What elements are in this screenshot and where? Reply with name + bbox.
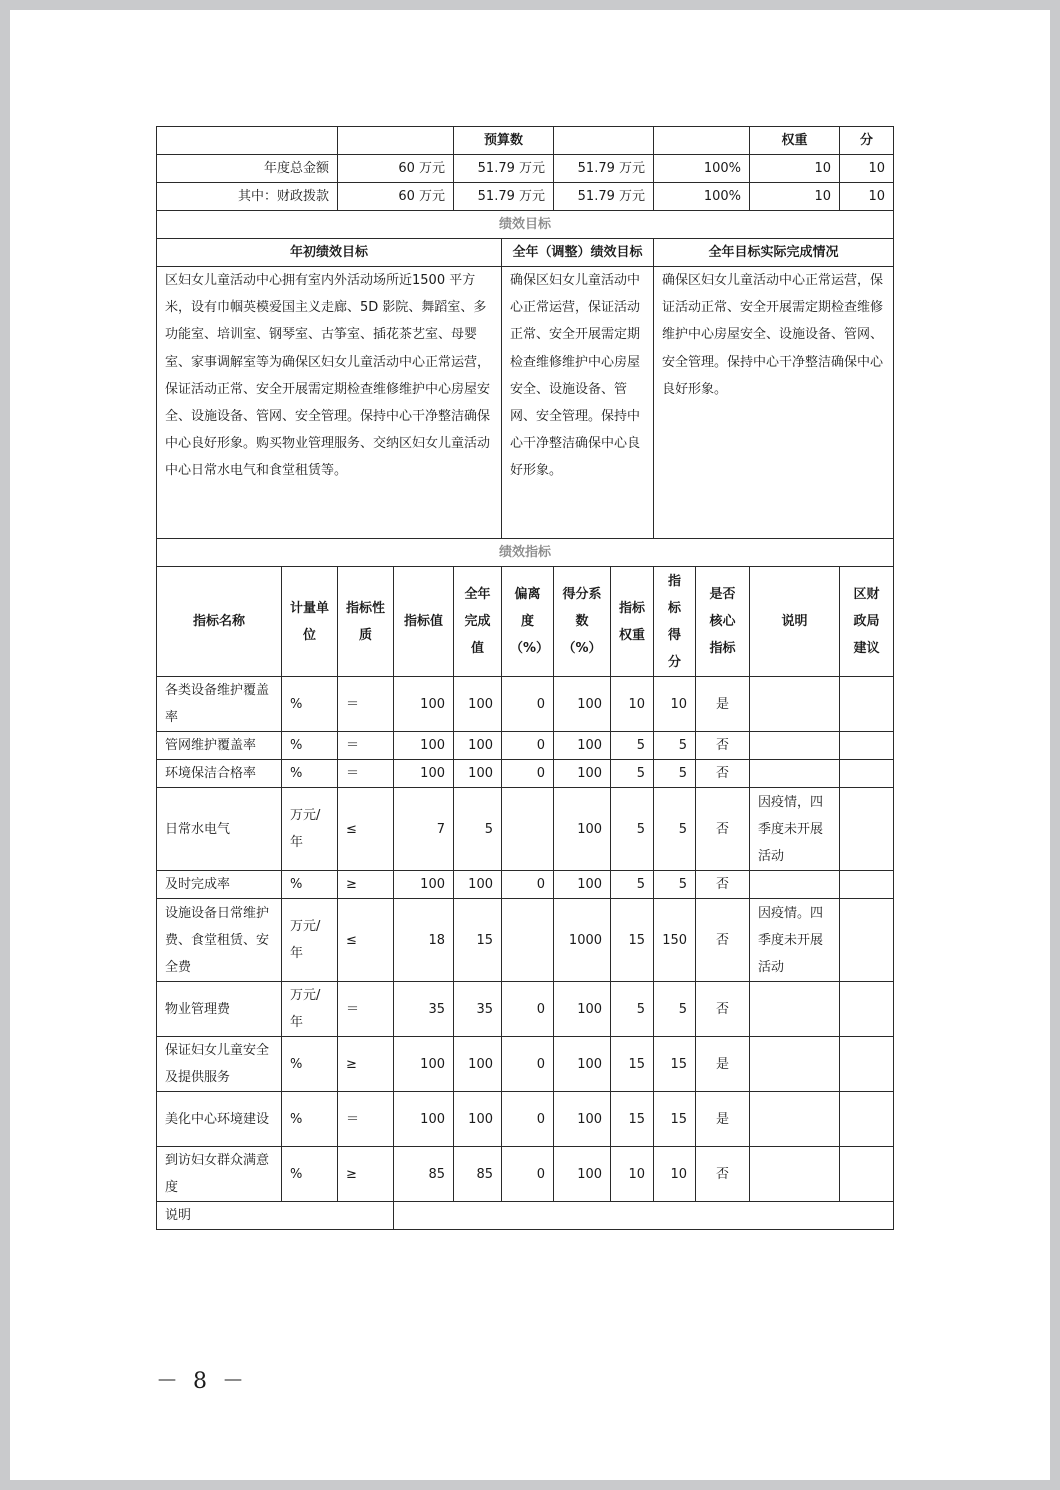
budget-weight: 10 [750, 155, 840, 183]
indicator-note [750, 760, 840, 788]
header-score: 指标得分 [654, 567, 696, 677]
indicator-core: 是 [696, 677, 750, 732]
indicator-weight: 10 [611, 1147, 654, 1202]
indicator-target: 7 [394, 788, 454, 871]
goals-col-adjusted: 全年（调整）绩效目标 [502, 239, 654, 267]
budget-score: 10 [840, 155, 894, 183]
budget-header-score: 分 [840, 127, 894, 155]
indicator-row [157, 982, 894, 1037]
indicators-section-title: 绩效指标 [157, 539, 894, 567]
indicator-deviation: 0 [502, 1092, 554, 1147]
indicator-score: 5 [654, 871, 696, 899]
budget-header-budget: 预算数 [454, 127, 554, 155]
budget-row [157, 155, 894, 183]
indicator-note [750, 1092, 840, 1147]
indicator-coefficient: 100 [554, 677, 611, 732]
indicator-weight: 5 [611, 871, 654, 899]
header-deviation: 偏离度（%） [502, 567, 554, 677]
indicator-weight: 5 [611, 760, 654, 788]
budget-value-2: 51.79 万元 [454, 155, 554, 183]
indicator-advice [840, 788, 894, 871]
indicator-row [157, 871, 894, 899]
indicator-note [750, 871, 840, 899]
budget-header-blank [157, 127, 338, 155]
indicator-deviation: 0 [502, 677, 554, 732]
indicator-row [157, 1092, 894, 1147]
indicator-row [157, 1147, 894, 1202]
indicator-coefficient: 100 [554, 1092, 611, 1147]
indicator-deviation [502, 899, 554, 982]
budget-header-blank-2 [338, 127, 454, 155]
indicator-name: 管网维护覆盖率 [157, 732, 282, 760]
budget-value-1: 60 万元 [338, 183, 454, 211]
indicator-deviation: 0 [502, 1147, 554, 1202]
indicator-actual: 100 [454, 871, 502, 899]
indicators-body [157, 677, 894, 1202]
indicator-actual: 100 [454, 732, 502, 760]
indicator-coefficient: 100 [554, 871, 611, 899]
indicator-note: 因疫情，四季度未开展活动 [750, 788, 840, 871]
header-actual: 全年完成值 [454, 567, 502, 677]
indicator-nature: ＝ [338, 677, 394, 732]
indicator-deviation: 0 [502, 732, 554, 760]
indicator-note: 因疫情。四季度未开展活动 [750, 899, 840, 982]
indicator-row [157, 899, 894, 982]
goals-content-row [157, 267, 894, 539]
budget-value-2: 51.79 万元 [454, 183, 554, 211]
budget-value-3: 51.79 万元 [554, 155, 654, 183]
indicator-score: 15 [654, 1092, 696, 1147]
indicator-advice [840, 1092, 894, 1147]
indicator-target: 35 [394, 982, 454, 1037]
indicator-nature: ＝ [338, 1092, 394, 1147]
indicator-deviation [502, 788, 554, 871]
page-number: － 8 － [156, 1369, 248, 1394]
indicator-deviation: 0 [502, 871, 554, 899]
indicator-target: 100 [394, 732, 454, 760]
indicator-score: 10 [654, 1147, 696, 1202]
budget-header-blank-3 [554, 127, 654, 155]
indicator-nature: ＝ [338, 732, 394, 760]
indicator-weight: 5 [611, 788, 654, 871]
indicator-score: 10 [654, 677, 696, 732]
indicator-core: 否 [696, 1147, 750, 1202]
indicator-coefficient: 100 [554, 982, 611, 1037]
goals-section-title: 绩效目标 [157, 211, 894, 239]
indicator-deviation: 0 [502, 760, 554, 788]
indicator-score: 15 [654, 1037, 696, 1092]
indicator-core: 否 [696, 899, 750, 982]
indicator-advice [840, 677, 894, 732]
indicator-advice [840, 871, 894, 899]
indicator-actual: 100 [454, 1092, 502, 1147]
indicator-unit: % [282, 871, 338, 899]
indicator-note [750, 982, 840, 1037]
performance-table [156, 126, 894, 1230]
indicator-name: 物业管理费 [157, 982, 282, 1037]
indicator-coefficient: 100 [554, 760, 611, 788]
indicator-advice [840, 982, 894, 1037]
indicator-nature: ≥ [338, 1037, 394, 1092]
budget-value-3: 51.79 万元 [554, 183, 654, 211]
indicators-section-row [157, 539, 894, 567]
indicator-actual: 100 [454, 1037, 502, 1092]
header-note: 说明 [750, 567, 840, 677]
indicator-advice [840, 899, 894, 982]
indicator-actual: 100 [454, 760, 502, 788]
indicator-core: 否 [696, 732, 750, 760]
goals-header-row [157, 239, 894, 267]
indicator-core: 否 [696, 982, 750, 1037]
header-nature: 指标性质 [338, 567, 394, 677]
indicator-advice [840, 732, 894, 760]
goals-actual-text: 确保区妇女儿童活动中心正常运营，保证活动正常、安全开展需定期检查维修维护中心房屋安全、设施设备、管网、安全管理。保持中心干净整洁确保中心良好形象。 [654, 267, 894, 539]
budget-score: 10 [840, 183, 894, 211]
indicator-coefficient: 1000 [554, 899, 611, 982]
indicator-advice [840, 760, 894, 788]
indicator-advice [840, 1037, 894, 1092]
indicator-coefficient: 100 [554, 1037, 611, 1092]
indicator-unit: % [282, 677, 338, 732]
indicator-note [750, 677, 840, 732]
indicator-target: 100 [394, 760, 454, 788]
budget-label: 其中：财政拨款 [157, 183, 338, 211]
budget-value-1: 60 万元 [338, 155, 454, 183]
header-weight: 指标权重 [611, 567, 654, 677]
header-indicator-name: 指标名称 [157, 567, 282, 677]
indicator-score: 5 [654, 788, 696, 871]
footer-row [157, 1202, 894, 1230]
indicators-header-row [157, 567, 894, 677]
indicator-unit: % [282, 732, 338, 760]
indicator-advice [840, 1147, 894, 1202]
indicator-name: 到访妇女群众满意度 [157, 1147, 282, 1202]
indicator-target: 100 [394, 1037, 454, 1092]
indicator-nature: ≥ [338, 1147, 394, 1202]
indicator-unit: % [282, 1147, 338, 1202]
indicator-name: 保证妇女儿童安全及提供服务 [157, 1037, 282, 1092]
indicator-row [157, 788, 894, 871]
indicator-nature: ＝ [338, 760, 394, 788]
indicator-coefficient: 100 [554, 732, 611, 760]
indicator-actual: 5 [454, 788, 502, 871]
indicator-nature: ＝ [338, 982, 394, 1037]
indicator-target: 100 [394, 871, 454, 899]
header-unit: 计量单位 [282, 567, 338, 677]
goals-col-actual: 全年目标实际完成情况 [654, 239, 894, 267]
indicator-score: 5 [654, 760, 696, 788]
indicator-row [157, 1037, 894, 1092]
header-core: 是否核心指标 [696, 567, 750, 677]
indicator-score: 5 [654, 982, 696, 1037]
indicator-name: 日常水电气 [157, 788, 282, 871]
indicator-name: 及时完成率 [157, 871, 282, 899]
indicator-core: 否 [696, 871, 750, 899]
goals-initial-text: 区妇女儿童活动中心拥有室内外活动场所近1500 平方米，设有巾帼英模爱国主义走廊、5D 影院、舞蹈室、多功能室、培训室、钢琴室、古筝室、插花茶艺室、母婴室、家事调解室等为确保区妇女儿童活动中心正常运营，保证活动正常、安全开展需定期检查维修维护中心房屋安全、设施设备、管网、安全管理。保持中心干净整洁确保中心良好形象。购买物业管理服务、交纳区妇女儿童活动中心日常水电气和食堂租赁等。 [157, 267, 502, 539]
indicator-weight: 15 [611, 1092, 654, 1147]
footer-label: 说明 [157, 1202, 394, 1230]
goals-col-initial: 年初绩效目标 [157, 239, 502, 267]
indicator-note [750, 1147, 840, 1202]
header-advice: 区财政局建议 [840, 567, 894, 677]
indicator-weight: 15 [611, 899, 654, 982]
indicator-row [157, 732, 894, 760]
indicator-deviation: 0 [502, 982, 554, 1037]
indicator-row [157, 760, 894, 788]
indicator-name: 设施设备日常维护费、食堂租赁、安全费 [157, 899, 282, 982]
indicator-unit: 万元/年 [282, 899, 338, 982]
header-coefficient: 得分系数（%） [554, 567, 611, 677]
indicator-unit: % [282, 760, 338, 788]
indicator-core: 是 [696, 1092, 750, 1147]
budget-rate: 100% [654, 155, 750, 183]
indicator-deviation: 0 [502, 1037, 554, 1092]
indicator-note [750, 1037, 840, 1092]
budget-weight: 10 [750, 183, 840, 211]
indicator-actual: 85 [454, 1147, 502, 1202]
indicator-nature: ≤ [338, 899, 394, 982]
budget-rate: 100% [654, 183, 750, 211]
indicator-name: 美化中心环境建设 [157, 1092, 282, 1147]
indicator-note [750, 732, 840, 760]
indicator-unit: % [282, 1037, 338, 1092]
indicator-target: 100 [394, 1092, 454, 1147]
budget-header-row [157, 127, 894, 155]
header-target: 指标值 [394, 567, 454, 677]
indicator-actual: 100 [454, 677, 502, 732]
indicator-unit: 万元/年 [282, 788, 338, 871]
indicator-actual: 15 [454, 899, 502, 982]
budget-row [157, 183, 894, 211]
indicator-score: 150 [654, 899, 696, 982]
indicator-target: 85 [394, 1147, 454, 1202]
indicator-weight: 5 [611, 982, 654, 1037]
indicator-target: 100 [394, 677, 454, 732]
indicator-weight: 10 [611, 677, 654, 732]
indicator-weight: 5 [611, 732, 654, 760]
budget-label: 年度总金额 [157, 155, 338, 183]
indicator-nature: ≤ [338, 788, 394, 871]
indicator-weight: 15 [611, 1037, 654, 1092]
budget-header-weight: 权重 [750, 127, 840, 155]
indicator-row [157, 677, 894, 732]
indicator-nature: ≥ [338, 871, 394, 899]
indicator-name: 环境保洁合格率 [157, 760, 282, 788]
footer-value [394, 1202, 894, 1230]
indicator-name: 各类设备维护覆盖率 [157, 677, 282, 732]
budget-header-blank-4 [654, 127, 750, 155]
indicator-unit: % [282, 1092, 338, 1147]
indicator-score: 5 [654, 732, 696, 760]
indicator-coefficient: 100 [554, 1147, 611, 1202]
indicator-core: 否 [696, 760, 750, 788]
goals-adjusted-text: 确保区妇女儿童活动中心正常运营，保证活动正常、安全开展需定期检查维修维护中心房屋安全、设施设备、管网、安全管理。保持中心干净整洁确保中心良好形象。 [502, 267, 654, 539]
indicator-target: 18 [394, 899, 454, 982]
indicator-actual: 35 [454, 982, 502, 1037]
indicator-core: 否 [696, 788, 750, 871]
indicator-coefficient: 100 [554, 788, 611, 871]
goals-section-row [157, 211, 894, 239]
indicator-core: 是 [696, 1037, 750, 1092]
indicator-unit: 万元/年 [282, 982, 338, 1037]
